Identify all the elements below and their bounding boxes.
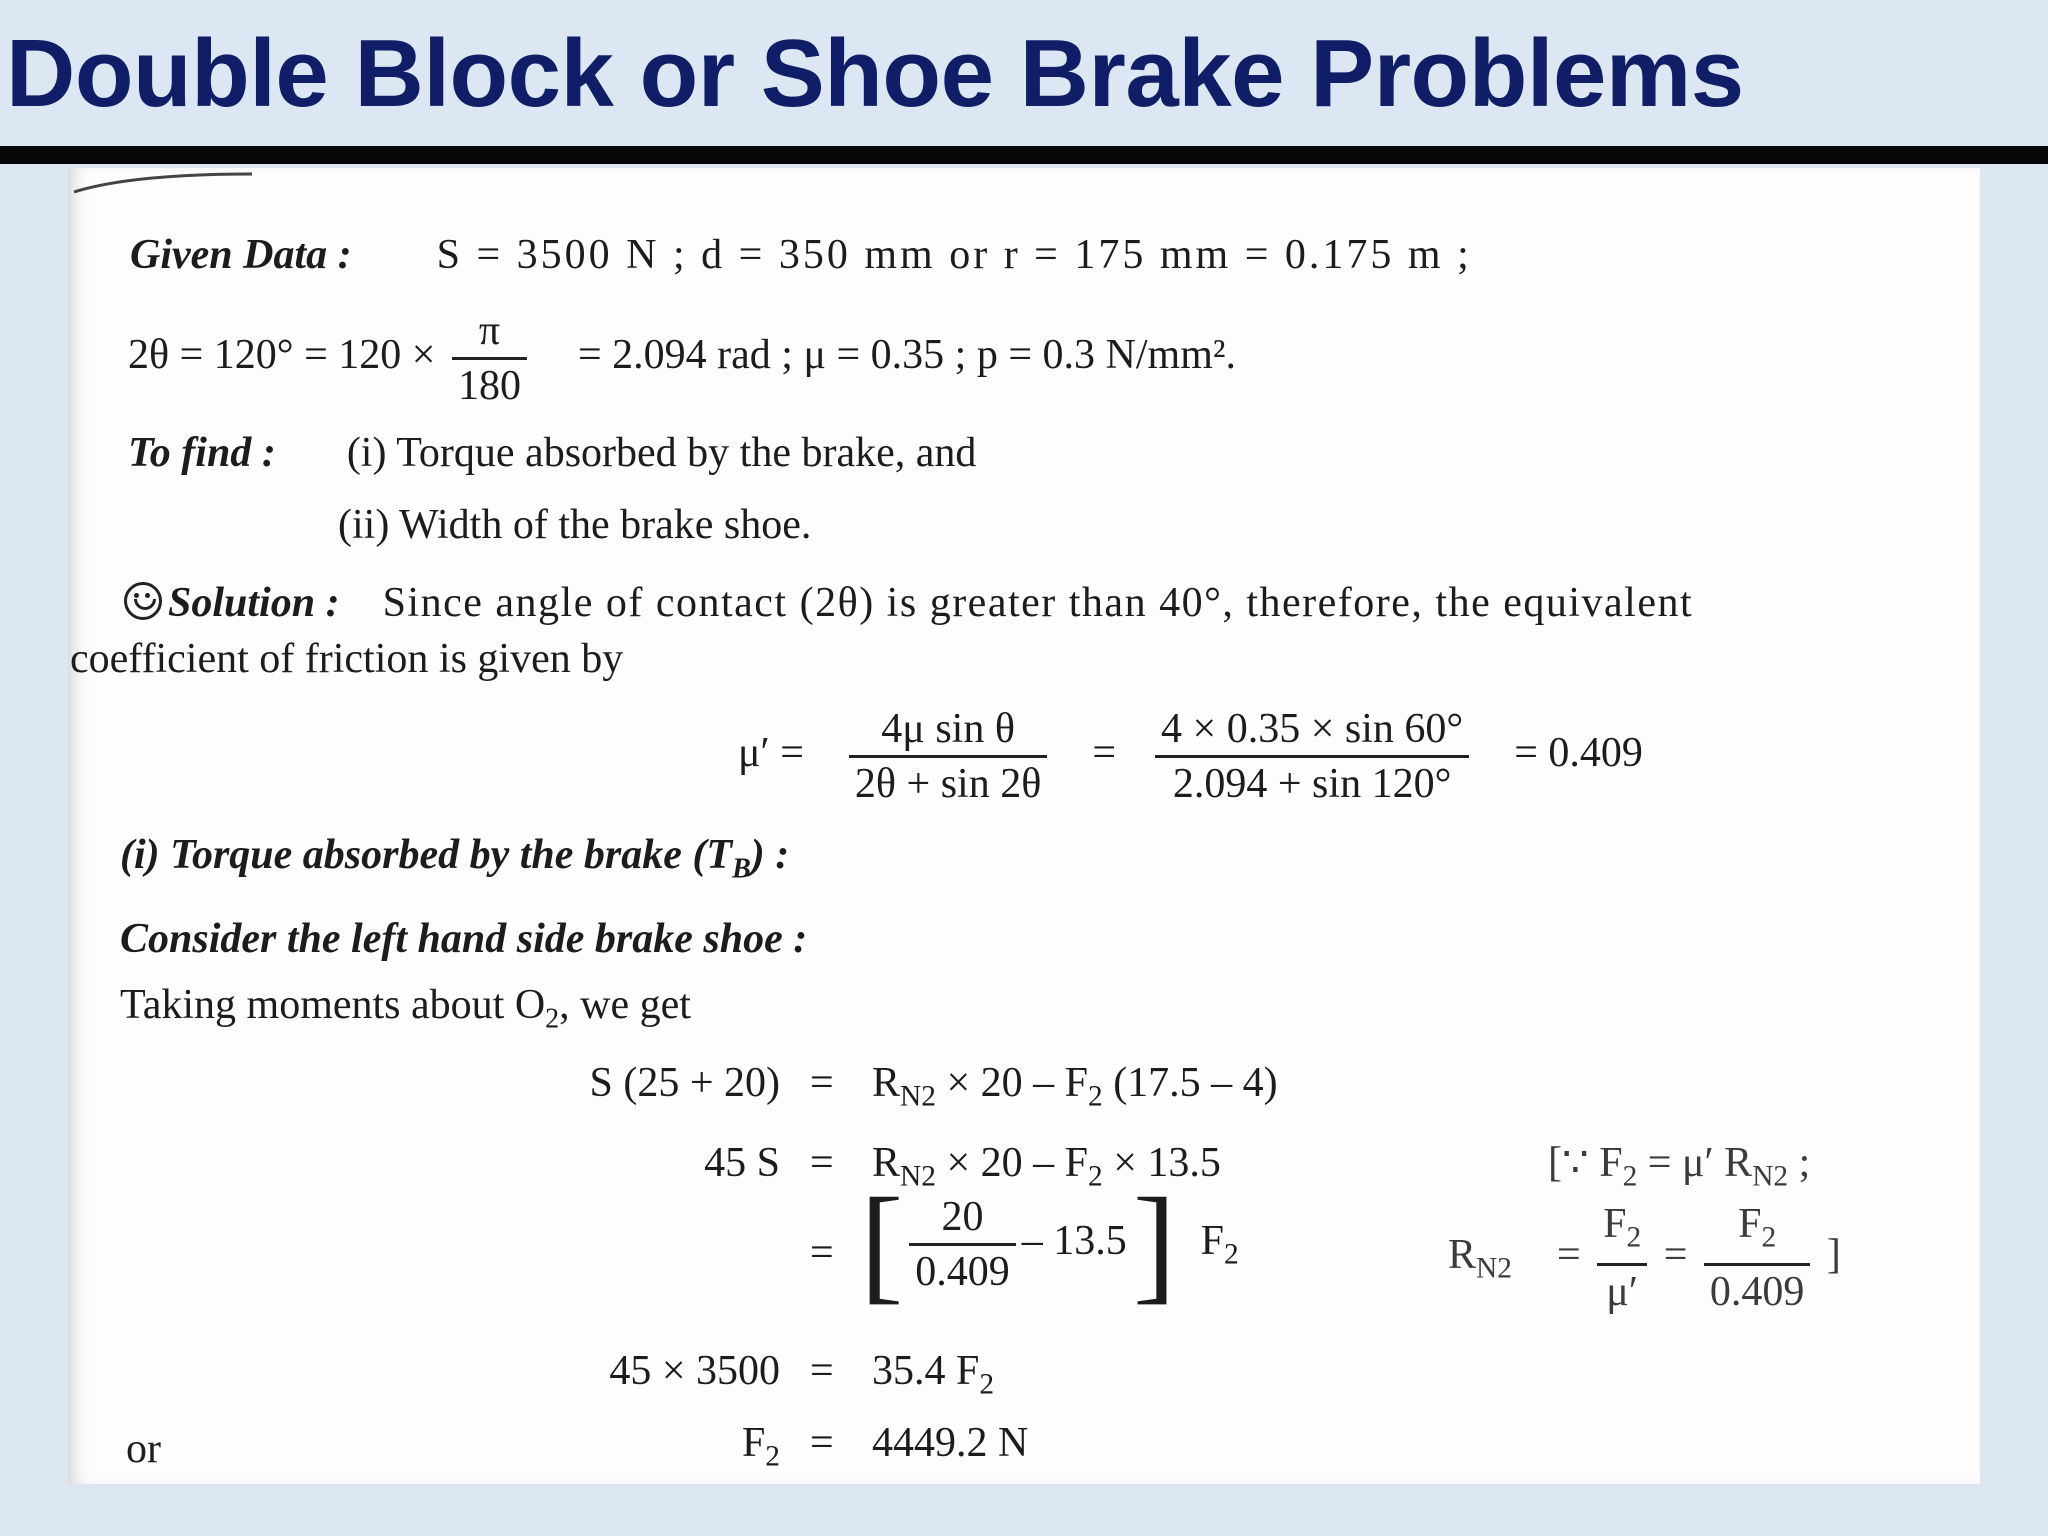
page-curl-mark: [72, 168, 272, 208]
section-i-text: (i) Torque absorbed by the brake (T: [120, 832, 733, 878]
frac-numerator: π: [452, 305, 527, 360]
frac-denominator: 2θ + sin 2θ: [854, 760, 1042, 807]
side-note-equals-2: =: [1663, 1231, 1688, 1278]
frac-denominator: 180: [457, 362, 521, 409]
eq3-minus-term: – 13.5: [1021, 1218, 1127, 1264]
side-note-fraction-1: [1597, 1198, 1647, 1318]
eq5-lhs: $F_2$: [741, 1420, 780, 1473]
eq4-lhs: 45 × 3500: [609, 1348, 780, 1394]
scanned-textbook-page: [68, 168, 1980, 1484]
smiley-icon: [124, 582, 162, 620]
eq1-lhs: S (25 + 20): [589, 1060, 780, 1106]
to-find-label: To find :: [128, 430, 276, 476]
eq3-rhs: [860, 1172, 1239, 1319]
eq4-rhs: 35.4 $F_2$: [872, 1348, 995, 1401]
side-note-line-2: [1448, 1198, 1841, 1323]
side-note-line-1: [∵ $F_2 = \mu'$ $R_{N2}$ ;: [1548, 1140, 1811, 1193]
equivalent-friction-equation: [738, 698, 1643, 810]
solution-label: Solution :: [168, 580, 340, 626]
side-note-fraction-2: [1704, 1198, 1811, 1318]
right-bracket: ]: [1132, 1172, 1177, 1317]
eq4-equals: =: [810, 1348, 834, 1394]
eq5-result: 4449.2 N: [872, 1420, 1029, 1466]
pi-over-180-fraction: [452, 305, 527, 412]
title-divider: [0, 146, 2048, 164]
frac-numerator: $F_2$: [1597, 1198, 1647, 1266]
frac-numerator: 20: [909, 1191, 1016, 1246]
taking-text: Taking moments about O: [120, 982, 546, 1028]
eq2-lhs: 45 S: [704, 1140, 780, 1186]
mu-formula-fraction: [849, 703, 1047, 810]
to-find-line-1: [128, 428, 976, 478]
angle-conversion: 2θ = 120° = 120 ×: [128, 332, 436, 378]
eq3-fraction: [909, 1191, 1016, 1298]
eq2-rhs: $R_{N2} \times 20 - F_2 \times 13.5$: [872, 1140, 1221, 1193]
eq5-equals: =: [810, 1420, 834, 1466]
given-data-values: S = 3500 N ; d = 350 mm or r = 175 mm = 0.175 m ;: [436, 232, 1472, 278]
taking-subscript: 2: [545, 1003, 560, 1035]
side-note-equals-1: =: [1556, 1231, 1581, 1278]
frac-denominator: 2.094 + sin 120°: [1172, 760, 1452, 807]
frac-numerator: 4 × 0.35 × sin 60°: [1155, 703, 1469, 758]
mu-prime-result: = 0.409: [1514, 730, 1643, 776]
given-data-line-1: [130, 230, 1472, 280]
eq1-rhs: $R_{N2} \times 20 - F_2$ (17.5 – 4): [872, 1060, 1278, 1113]
mu-prime-lhs: μ′ =: [738, 730, 804, 776]
consider-left-shoe-heading: Consider the left hand side brake shoe :: [120, 916, 808, 962]
frac-denominator: 0.409: [915, 1248, 1010, 1295]
eq5-or: or: [126, 1426, 161, 1472]
frac-denominator: μ′: [1606, 1269, 1639, 1316]
side-note-close-bracket: ]: [1826, 1231, 1841, 1278]
taking-moments-line: [120, 980, 691, 1044]
given-data-label: Given Data :: [130, 232, 352, 278]
eq3-f2: $F_2$: [1200, 1218, 1239, 1271]
section-i-subscript: B: [732, 853, 751, 885]
equals-sign: =: [1092, 730, 1117, 776]
to-find-item-1: (i) Torque absorbed by the brake, and: [346, 430, 977, 476]
to-find-item-2: (ii) Width of the brake shoe.: [338, 502, 812, 548]
solution-text: Since angle of contact (2θ) is greater than 40°, therefore, the equivalent: [382, 580, 1694, 626]
solution-line-2: coefficient of friction is given by: [70, 636, 624, 682]
slide-title: Double Block or Shoe Brake Problems: [6, 20, 1744, 127]
section-i-heading: [120, 830, 789, 894]
eq2-equals: =: [810, 1140, 834, 1186]
given-params: = 2.094 rad ; μ = 0.35 ; p = 0.3 N/mm².: [577, 332, 1236, 378]
frac-numerator: $F_2$: [1704, 1198, 1811, 1266]
eq1-equals: =: [810, 1060, 834, 1106]
taking-end: , we get: [559, 982, 691, 1028]
frac-denominator: 0.409: [1709, 1269, 1805, 1316]
side-note-rn2: $R_{N2}$: [1448, 1231, 1512, 1285]
solution-line-1: [124, 578, 1693, 628]
mu-value-fraction: [1155, 703, 1469, 810]
left-bracket: [: [860, 1172, 904, 1317]
section-i-end: ) :: [750, 832, 790, 878]
given-data-line-2: [128, 300, 1236, 412]
eq3-equals: =: [810, 1230, 834, 1276]
frac-numerator: 4μ sin θ: [849, 703, 1047, 758]
